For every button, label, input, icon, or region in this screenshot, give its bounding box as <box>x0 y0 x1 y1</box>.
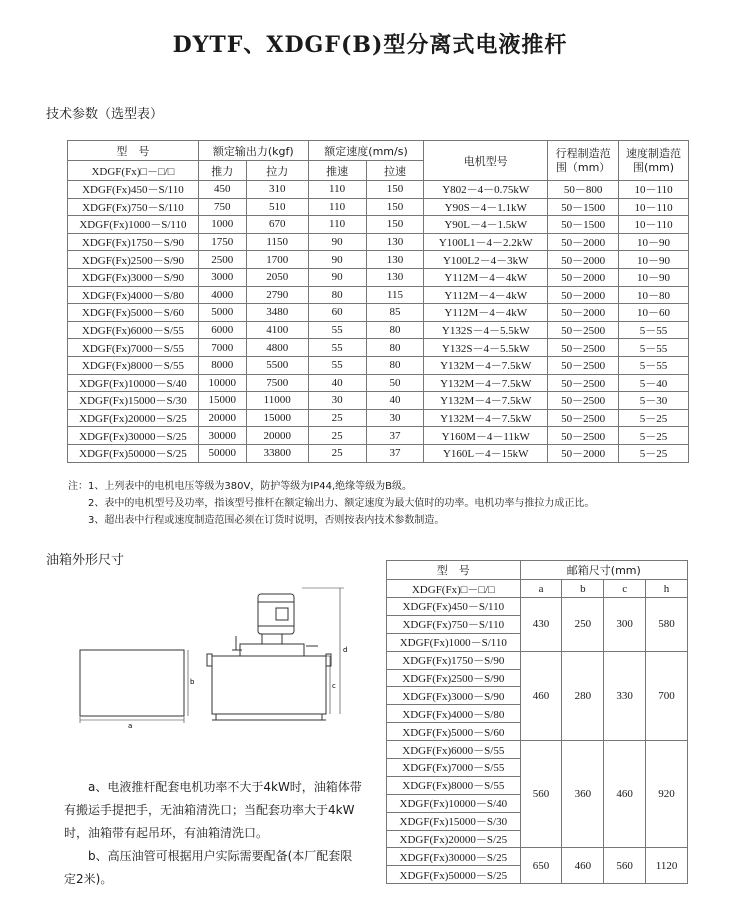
table-row <box>68 427 689 445</box>
cell-model: XDGF(Fx)8000－S/55 <box>387 776 521 794</box>
cell-pull-force: 3480 <box>246 304 308 322</box>
header-motor: 电机型号 <box>424 141 548 181</box>
cell-motor: Y100L1－4－2.2kW <box>424 233 548 251</box>
pump-block <box>240 644 304 656</box>
cell-stroke-range: 50－2500 <box>548 392 619 410</box>
header-pull-speed: 拉速 <box>366 161 424 181</box>
paragraph-a: a、电液推杆配套电机功率不大于4kW时，油箱体带有搬运手提把手，无油箱清洗口；当配套功率大于4kW时，油箱带有起吊环，有油箱清洗口。 <box>64 780 362 840</box>
cell-dim-b: 250 <box>562 598 604 652</box>
page-title: DYTF、XDGF(B)型分离式电液推杆 <box>172 32 568 58</box>
cell-pull-force: 20000 <box>246 427 308 445</box>
cell-model: XDGF(Fx)20000－S/25 <box>387 830 521 848</box>
paragraph-b: b、高压油管可根据用户实际需要配备(本厂配套限定2米)。 <box>64 849 353 886</box>
cell-pull-force: 7500 <box>246 374 308 392</box>
cell-push-speed: 80 <box>308 286 366 304</box>
cell-speed-range: 5－40 <box>619 374 689 392</box>
cell-stroke-range: 50－2500 <box>548 374 619 392</box>
cell-dim-h: 580 <box>646 598 688 652</box>
cell-pull-force: 1150 <box>246 233 308 251</box>
cell-pull-speed: 80 <box>366 339 424 357</box>
cell-push-force: 450 <box>198 181 246 199</box>
cell-push-force: 8000 <box>198 356 246 374</box>
cell-push-speed: 110 <box>308 216 366 234</box>
cell-push-speed: 55 <box>308 321 366 339</box>
cell-pull-force: 2790 <box>246 286 308 304</box>
cell-motor: Y132M－4－7.5kW <box>424 409 548 427</box>
cell-push-speed: 25 <box>308 427 366 445</box>
cell-model: XDGF(Fx)1750－S/90 <box>387 651 521 669</box>
cell-dim-h: 1120 <box>646 848 688 884</box>
note-2: 2、表中的电机型号及功率，指该型号推杆在额定输出力、额定速度为最大值时的功率。电机功率与推拉力成正比。 <box>88 498 595 509</box>
cell-dim-h: 920 <box>646 741 688 848</box>
header-speed-range: 速度制造范围(mm) <box>619 141 689 181</box>
tank-size-table <box>386 560 688 884</box>
cell-model: XDGF(Fx)8000－S/55 <box>68 356 199 374</box>
cell-push-force: 6000 <box>198 321 246 339</box>
header-speed: 额定速度(mm/s) <box>308 141 424 161</box>
cell-speed-range: 10－110 <box>619 181 689 199</box>
table-row <box>68 268 689 286</box>
cell-model: XDGF(Fx)4000－S/80 <box>68 286 199 304</box>
cell-model: XDGF(Fx)2500－S/90 <box>387 669 521 687</box>
cell-push-speed: 110 <box>308 181 366 199</box>
tank-header-h: h <box>646 580 688 598</box>
cell-pull-speed: 80 <box>366 356 424 374</box>
cell-model: XDGF(Fx)1000－S/110 <box>387 633 521 651</box>
cell-model: XDGF(Fx)15000－S/30 <box>387 812 521 830</box>
cell-model: XDGF(Fx)30000－S/25 <box>387 848 521 866</box>
cell-speed-range: 10－110 <box>619 216 689 234</box>
cell-stroke-range: 50－1500 <box>548 216 619 234</box>
cell-motor: Y100L2－4－3kW <box>424 251 548 269</box>
cell-pull-speed: 150 <box>366 198 424 216</box>
dim-label-c: c <box>332 682 336 690</box>
cell-stroke-range: 50－2500 <box>548 339 619 357</box>
cell-dim-b: 460 <box>562 848 604 884</box>
cell-speed-range: 5－55 <box>619 321 689 339</box>
cell-speed-range: 10－80 <box>619 286 689 304</box>
cell-pull-speed: 37 <box>366 427 424 445</box>
tank-header-model: 型 号 <box>387 561 521 580</box>
cell-pull-force: 1700 <box>246 251 308 269</box>
cell-model: XDGF(Fx)7000－S/55 <box>387 759 521 777</box>
cell-model: XDGF(Fx)6000－S/55 <box>68 321 199 339</box>
cell-model: XDGF(Fx)1000－S/110 <box>68 216 199 234</box>
cell-pull-speed: 37 <box>366 444 424 462</box>
cell-speed-range: 10－90 <box>619 233 689 251</box>
note-1: 注：1、上列表中的电机电压等级为380V，防护等级为IP44,绝缘等级为B级。 <box>68 481 413 492</box>
cell-push-force: 10000 <box>198 374 246 392</box>
cell-model: XDGF(Fx)5000－S/60 <box>68 304 199 322</box>
tank-front-body <box>212 656 326 714</box>
cell-push-speed: 90 <box>308 251 366 269</box>
cell-model: XDGF(Fx)750－S/110 <box>387 615 521 633</box>
cell-stroke-range: 50－1500 <box>548 198 619 216</box>
cell-motor: Y132S－4－5.5kW <box>424 321 548 339</box>
cell-stroke-range: 50－2000 <box>548 304 619 322</box>
table-row <box>387 651 688 669</box>
cell-pull-force: 4100 <box>246 321 308 339</box>
cell-push-speed: 90 <box>308 233 366 251</box>
note-3: 3、超出表中行程或速度制造范围必须在订货时说明，否则按表内技术参数制造。 <box>88 515 445 526</box>
cell-motor: Y132S－4－5.5kW <box>424 339 548 357</box>
notes <box>68 478 594 529</box>
cell-dim-b: 360 <box>562 741 604 848</box>
cell-push-force: 30000 <box>198 427 246 445</box>
cell-model: XDGF(Fx)30000－S/25 <box>68 427 199 445</box>
header-stroke: 行程制造范围（mm） <box>548 141 619 181</box>
table-row <box>68 216 689 234</box>
cell-stroke-range: 50－800 <box>548 181 619 199</box>
cell-motor: Y90S－4－1.1kW <box>424 198 548 216</box>
cell-pull-force: 33800 <box>246 444 308 462</box>
cell-push-force: 20000 <box>198 409 246 427</box>
cell-push-speed: 55 <box>308 356 366 374</box>
cell-pull-force: 5500 <box>246 356 308 374</box>
cell-motor: Y112M－4－4kW <box>424 304 548 322</box>
cell-dim-b: 280 <box>562 651 604 740</box>
cell-push-speed: 110 <box>308 198 366 216</box>
tank-header-dims: 邮箱尺寸(mm) <box>520 561 687 580</box>
tank-table-body <box>387 598 688 884</box>
cell-model: XDGF(Fx)50000－S/25 <box>387 866 521 884</box>
cell-motor: Y802－4－0.75kW <box>424 181 548 199</box>
cell-motor: Y112M－4－4kW <box>424 268 548 286</box>
cell-pull-speed: 40 <box>366 392 424 410</box>
section-title-tank: 油箱外形尺寸 <box>46 553 125 568</box>
cell-motor: Y160L－4－15kW <box>424 444 548 462</box>
cell-dim-c: 330 <box>604 651 646 740</box>
cell-stroke-range: 50－2500 <box>548 356 619 374</box>
cell-pull-force: 4800 <box>246 339 308 357</box>
header-model-code: XDGF(Fx)□－□/□ <box>68 161 199 181</box>
table-row <box>387 598 688 616</box>
table-row <box>68 356 689 374</box>
cell-dim-a: 650 <box>520 848 562 884</box>
cell-pull-force: 670 <box>246 216 308 234</box>
cell-speed-range: 5－25 <box>619 427 689 445</box>
table-row <box>68 444 689 462</box>
cell-motor: Y160M－4－11kW <box>424 427 548 445</box>
cell-push-speed: 90 <box>308 268 366 286</box>
cell-model: XDGF(Fx)3000－S/90 <box>68 268 199 286</box>
cell-pull-speed: 80 <box>366 321 424 339</box>
cell-stroke-range: 50－2000 <box>548 286 619 304</box>
cell-speed-range: 5－55 <box>619 356 689 374</box>
cell-stroke-range: 50－2000 <box>548 233 619 251</box>
cell-speed-range: 5－55 <box>619 339 689 357</box>
cell-push-force: 4000 <box>198 286 246 304</box>
table-row <box>68 233 689 251</box>
cell-push-force: 1000 <box>198 216 246 234</box>
cell-model: XDGF(Fx)750－S/110 <box>68 198 199 216</box>
cell-pull-speed: 115 <box>366 286 424 304</box>
cell-stroke-range: 50－2000 <box>548 251 619 269</box>
table-row <box>68 198 689 216</box>
table-row <box>387 741 688 759</box>
cell-pull-force: 2050 <box>246 268 308 286</box>
table-row <box>68 392 689 410</box>
cell-model: XDGF(Fx)20000－S/25 <box>68 409 199 427</box>
table-row <box>68 181 689 199</box>
cell-pull-speed: 130 <box>366 233 424 251</box>
cell-push-force: 3000 <box>198 268 246 286</box>
cell-pull-speed: 150 <box>366 181 424 199</box>
cell-model: XDGF(Fx)3000－S/90 <box>387 687 521 705</box>
header-pull-force: 拉力 <box>246 161 308 181</box>
table-row <box>68 374 689 392</box>
table-row <box>68 409 689 427</box>
dim-label-d: d <box>343 646 348 654</box>
cell-model: XDGF(Fx)10000－S/40 <box>387 794 521 812</box>
cell-stroke-range: 50－2000 <box>548 268 619 286</box>
cell-model: XDGF(Fx)4000－S/80 <box>387 705 521 723</box>
cell-pull-force: 11000 <box>246 392 308 410</box>
cell-speed-range: 10－90 <box>619 268 689 286</box>
cell-pull-speed: 85 <box>366 304 424 322</box>
tank-header-b: b <box>562 580 604 598</box>
cell-pull-force: 15000 <box>246 409 308 427</box>
cell-push-speed: 55 <box>308 339 366 357</box>
cell-model: XDGF(Fx)2500－S/90 <box>68 251 199 269</box>
cell-pull-speed: 130 <box>366 268 424 286</box>
cell-model: XDGF(Fx)1750－S/90 <box>68 233 199 251</box>
cell-dim-c: 560 <box>604 848 646 884</box>
spec-table-body <box>68 181 689 463</box>
cell-push-force: 15000 <box>198 392 246 410</box>
cell-push-speed: 25 <box>308 409 366 427</box>
cell-model: XDGF(Fx)450－S/110 <box>68 181 199 199</box>
table-row <box>387 848 688 866</box>
cell-stroke-range: 50－2000 <box>548 444 619 462</box>
cell-dim-h: 700 <box>646 651 688 740</box>
cell-motor: Y112M－4－4kW <box>424 286 548 304</box>
cell-model: XDGF(Fx)450－S/110 <box>387 598 521 616</box>
cell-dim-c: 300 <box>604 598 646 652</box>
dim-label-b: b <box>190 678 195 686</box>
cell-model: XDGF(Fx)50000－S/25 <box>68 444 199 462</box>
cell-model: XDGF(Fx)15000－S/30 <box>68 392 199 410</box>
cell-speed-range: 10－110 <box>619 198 689 216</box>
header-push-speed: 推速 <box>308 161 366 181</box>
tank-header-a: a <box>520 580 562 598</box>
cell-stroke-range: 50－2500 <box>548 427 619 445</box>
cell-pull-speed: 50 <box>366 374 424 392</box>
header-force: 额定输出力(kgf) <box>198 141 308 161</box>
cell-pull-speed: 130 <box>366 251 424 269</box>
cell-push-force: 2500 <box>198 251 246 269</box>
table-row <box>68 339 689 357</box>
spec-table <box>67 140 689 463</box>
cell-pull-speed: 30 <box>366 409 424 427</box>
tank-top-view <box>80 650 184 716</box>
cell-pull-force: 310 <box>246 181 308 199</box>
tank-header-model-code: XDGF(Fx)□－□/□ <box>387 580 521 598</box>
cell-speed-range: 10－90 <box>619 251 689 269</box>
table-row <box>68 251 689 269</box>
cell-pull-speed: 150 <box>366 216 424 234</box>
cell-push-force: 7000 <box>198 339 246 357</box>
cell-push-speed: 40 <box>308 374 366 392</box>
dim-label-a: a <box>128 722 133 728</box>
header-push-force: 推力 <box>198 161 246 181</box>
cell-push-force: 50000 <box>198 444 246 462</box>
cell-stroke-range: 50－2500 <box>548 409 619 427</box>
cell-motor: Y132M－4－7.5kW <box>424 374 548 392</box>
cell-speed-range: 5－30 <box>619 392 689 410</box>
cell-speed-range: 10－60 <box>619 304 689 322</box>
table-row <box>68 321 689 339</box>
cell-speed-range: 5－25 <box>619 409 689 427</box>
table-row <box>68 286 689 304</box>
cell-model: XDGF(Fx)5000－S/60 <box>387 723 521 741</box>
cell-push-speed: 25 <box>308 444 366 462</box>
cell-motor: Y132M－4－7.5kW <box>424 392 548 410</box>
cell-pull-force: 510 <box>246 198 308 216</box>
cell-push-force: 750 <box>198 198 246 216</box>
cell-speed-range: 5－25 <box>619 444 689 462</box>
cell-dim-c: 460 <box>604 741 646 848</box>
cell-motor: Y90L－4－1.5kW <box>424 216 548 234</box>
tank-drawing <box>66 578 366 728</box>
cell-stroke-range: 50－2500 <box>548 321 619 339</box>
cell-dim-a: 460 <box>520 651 562 740</box>
header-model: 型 号 <box>68 141 199 161</box>
section-title-params: 技术参数（选型表） <box>46 107 164 122</box>
cell-dim-a: 560 <box>520 741 562 848</box>
cell-push-speed: 30 <box>308 392 366 410</box>
table-row <box>68 304 689 322</box>
cell-push-force: 1750 <box>198 233 246 251</box>
cell-model: XDGF(Fx)10000－S/40 <box>68 374 199 392</box>
cell-push-speed: 60 <box>308 304 366 322</box>
cell-motor: Y132M－4－7.5kW <box>424 356 548 374</box>
cell-model: XDGF(Fx)7000－S/55 <box>68 339 199 357</box>
tank-header-c: c <box>604 580 646 598</box>
cell-model: XDGF(Fx)6000－S/55 <box>387 741 521 759</box>
cell-dim-a: 430 <box>520 598 562 652</box>
cell-push-force: 5000 <box>198 304 246 322</box>
